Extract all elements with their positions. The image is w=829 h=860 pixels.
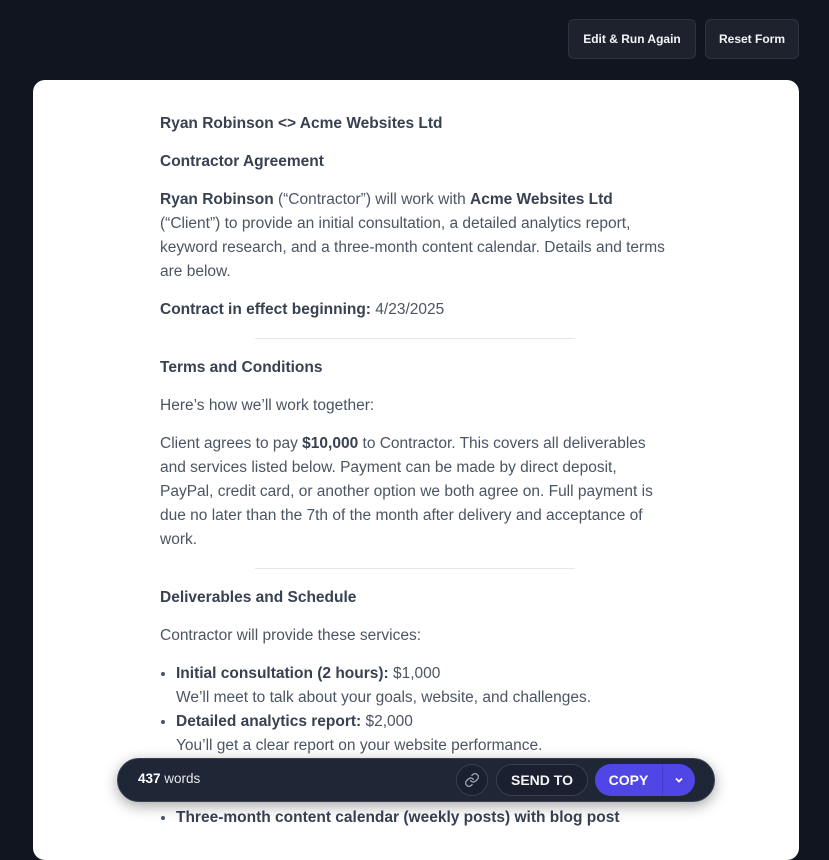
word-count-number: 437 bbox=[138, 771, 161, 786]
payment-paragraph bbox=[160, 432, 670, 552]
terms-heading: Terms and Conditions bbox=[160, 359, 323, 376]
list-item bbox=[176, 806, 670, 830]
intro-text-2: (“Client”) to provide an initial consultation, a detailed analytics report, keyword research, and a three-month content calendar. Details and terms are below. bbox=[160, 215, 665, 280]
terms-intro: Here’s how we’ll work together: bbox=[160, 397, 375, 414]
item-price: $2,000 bbox=[361, 713, 413, 730]
item-name: Three-month content calendar (weekly posts) with blog post bbox=[176, 809, 620, 826]
link-icon bbox=[464, 772, 480, 788]
item-desc: We’ll meet to talk about your goals, website, and challenges. bbox=[176, 689, 592, 706]
payment-amount: $10,000 bbox=[302, 435, 359, 452]
payment-text-2: to Contractor. This covers all deliverables and services listed below. Payment can be made by direct deposit, PayPal, credit card, or another option we both agree on. Full payment is due no later than the 7th of the month after delivery and acceptance of work. bbox=[160, 435, 653, 548]
payment-text: Client agrees to pay bbox=[160, 435, 303, 452]
divider bbox=[255, 568, 575, 569]
list-item bbox=[176, 710, 670, 758]
link-button[interactable] bbox=[456, 764, 488, 796]
item-desc: You’ll get a clear report on your website performance. bbox=[176, 737, 543, 754]
edit-run-again-button[interactable]: Edit & Run Again bbox=[568, 19, 696, 59]
divider bbox=[255, 338, 575, 339]
effective-value: 4/23/2025 bbox=[370, 301, 445, 318]
copy-button[interactable]: COPY bbox=[595, 764, 663, 796]
contractor-name: Ryan Robinson bbox=[160, 191, 274, 208]
copy-options-button[interactable] bbox=[663, 764, 695, 796]
send-to-button[interactable]: SEND TO bbox=[496, 764, 588, 796]
item-name: Detailed analytics report: bbox=[176, 713, 362, 730]
item-price: $1,000 bbox=[388, 665, 441, 682]
deliverables-heading: Deliverables and Schedule bbox=[160, 589, 357, 606]
client-name: Acme Websites Ltd bbox=[470, 191, 613, 208]
action-bar bbox=[117, 758, 715, 802]
document-subtitle: Contractor Agreement bbox=[160, 153, 324, 170]
copy-split-button bbox=[595, 764, 695, 796]
reset-form-button[interactable]: Reset Form bbox=[705, 19, 799, 59]
document-title: Ryan Robinson <> Acme Websites Ltd bbox=[160, 115, 443, 132]
document-card bbox=[33, 80, 799, 860]
deliverables-list bbox=[176, 662, 670, 830]
deliverables-intro: Contractor will provide these services: bbox=[160, 627, 422, 644]
word-count bbox=[138, 771, 200, 786]
effective-label: Contract in effect beginning: bbox=[160, 301, 371, 318]
chevron-down-icon bbox=[673, 774, 685, 786]
item-name: Initial consultation (2 hours): bbox=[176, 665, 389, 682]
word-count-label: words bbox=[160, 771, 201, 786]
document-content bbox=[160, 112, 670, 830]
effective-date bbox=[160, 298, 670, 322]
list-item bbox=[176, 662, 670, 710]
intro-paragraph bbox=[160, 188, 670, 284]
intro-text: (“Contractor”) will work with bbox=[273, 191, 471, 208]
